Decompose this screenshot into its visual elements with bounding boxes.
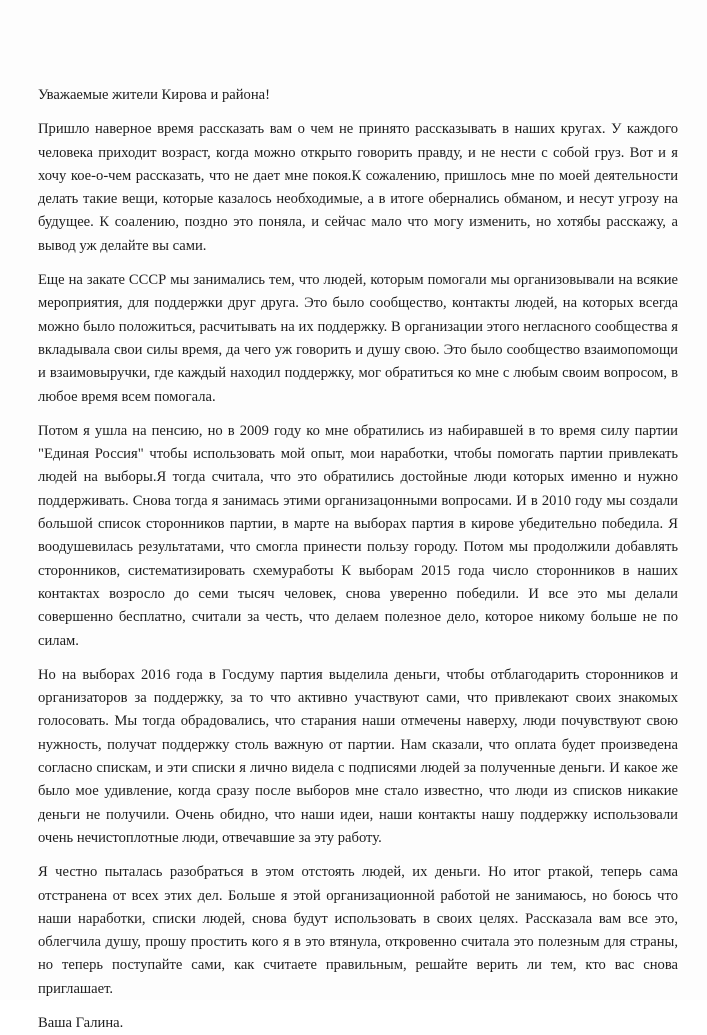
letter-paragraph: Пришло наверное время рассказать вам о чем не принято рассказывать в наших кругах. У каждого человека приходит возраст, когда можно открыто говорить правду, и не нести с собой груз. Вот и я хочу кое-о-чем рассказать, что не дает мне покоя.К сожалению, пришлось мне по моей деятельности делать такие вещи, которые казалось необходимые, а в итоге обернались обманом, и несут угрозу на будущее. К соалению, поздно это поняла, и сейчас мало что могу изменить, но хотябы расскажу, а вывод уж делайте вы сами. [38, 121, 678, 254]
letter-paragraph: Но на выборах 2016 года в Госдуму партия выделила деньги, чтобы отблагодарить сторонников и организаторов за поддержку, за то что активно участвуют сами, что привлекают своих знакомых голосовать. Мы тогда обрадовались, что старания наши отмечены наверху, люди почувствуют свою нужность, получат поддержку столь важную от партии. Нам сказали, что оплата будет произведена согласно спискам, и эти списки я лично видела с подписями людей за полученные деньги. И какое же было мое удивление, когда сразу после выборов мне стало известно, что люди из списков никакие деньги не получили. Очень обидно, что наши идеи, наши контакты нашу поддержку использовали очень нечистоплотные люди, отвечавшие за эту работу. [38, 666, 678, 846]
letter-signature: Ваша Галина. [38, 1014, 124, 1031]
letter-paragraph: Еще на закате СССР мы занимались тем, что людей, которым помогали мы организовывали на всякие мероприятия, для поддержки друг друга. Это было сообщество, контакты людей, на которых всегда можно было положиться, расчитывать на их поддержку. В организации этого негласного сообщества я вкладывала свои силы время, да чего уж говорить и душу свою. Это было сообщество взаимопомощи и взаимовыручки, где каждый находил поддержку, мог обратиться ко мне с любым своим вопросом, в любое время всем помогала. [38, 272, 678, 405]
letter-paragraph: Потом я ушла на пенсию, но в 2009 году ко мне обратились из набиравшей в то время силу партии "Единая Россия" чтобы использовать мой опыт, мои наработки, чтобы помогать партии привлекать людей на выборы.Я тогда считала, что это обратились достойные люди которых именно и нужно поддерживать. Снова тогда я занимась этими организацонными вопросами. И в 2010 году мы создали большой список сторонников партии, в марте на выборах партия в кирове убедительно победила. Я воодушевилась результатами, что смогла принести пользу городу. Потом мы продолжили добавлять сторонников, систематизировать схемуработы К выборам 2015 года число сторонников в наших контактах возросло до семи тысяч человек, снова уверенно победили. И все это мы делали совершенно бесплатно, считали за честь, что делаем полезное дело, которое никому больше не по силам. [38, 422, 678, 649]
letter-greeting: Уважаемые жители Кирова и района! [38, 87, 271, 103]
letter-paragraph: Я честно пыталась разобраться в этом отстоять людей, их деньги. Но итог ртакой, теперь сама отстранена от всех этих дел. Больше я этой организационной работой не занимаюсь, но боюсь что наши наработки, списки людей, снова будут использовать в своих целях. Рассказала вам все это, облегчила душу, прошу простить кого я в это втянула, откровенно считала это полезным для страны, но теперь поступайте сами, как считаете правильным, решайте верить ли тем, кто вас снова приглашает. [38, 864, 678, 997]
letter-body [38, 84, 678, 1035]
